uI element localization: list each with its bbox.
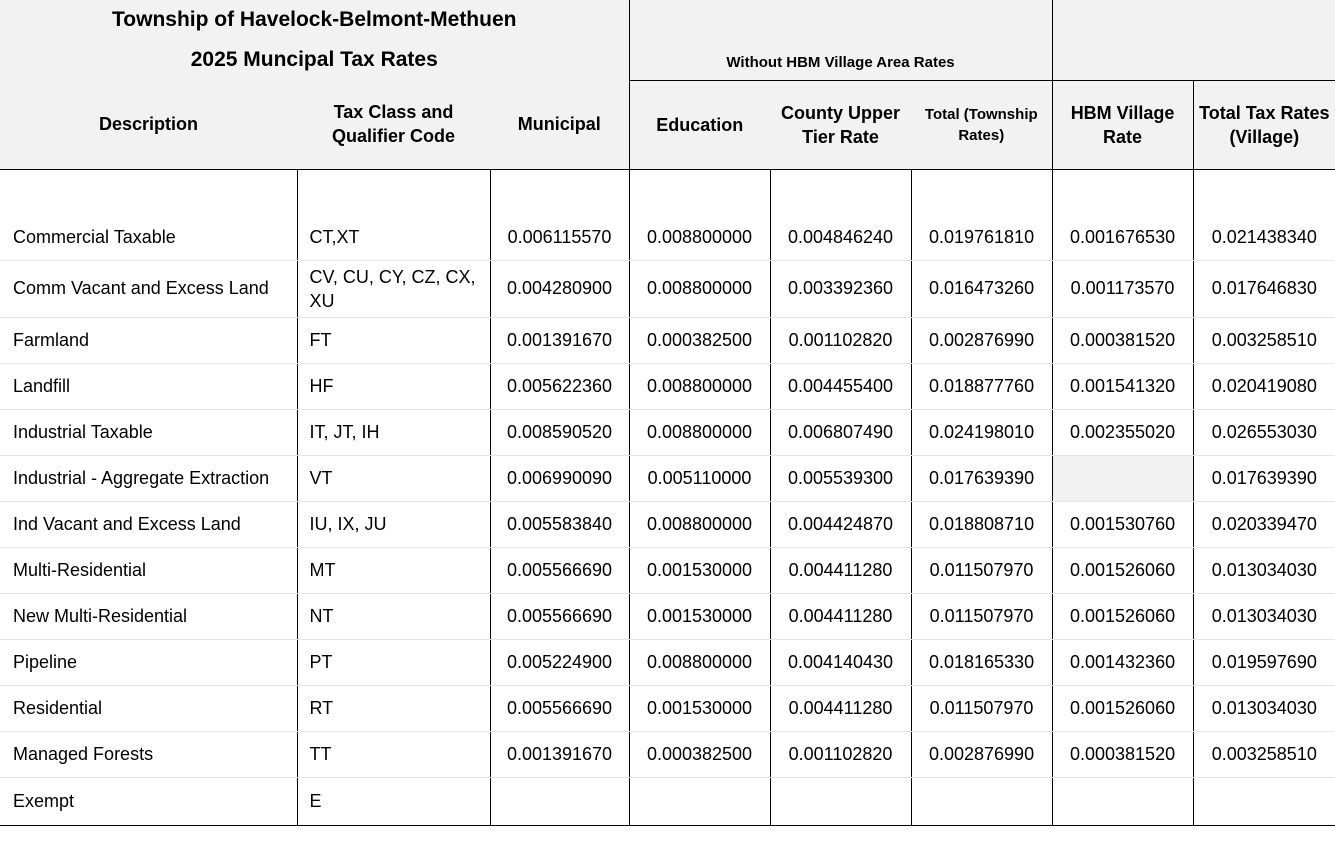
cell-total-township: 0.011507970 (911, 593, 1052, 639)
cell-education: 0.008800000 (629, 363, 770, 409)
col-header-description: Description (0, 80, 297, 169)
table-row (0, 363, 1335, 409)
cell-county: 0.004424870 (770, 501, 911, 547)
cell-hbm-village: 0.002355020 (1052, 409, 1193, 455)
cell-municipal (490, 777, 629, 825)
col-header-municipal: Municipal (490, 80, 629, 169)
cell-tax-class: CV, CU, CY, CZ, CX, XU (297, 260, 490, 317)
cell-hbm-village: 0.001173570 (1052, 260, 1193, 317)
cell-total-township: 0.018877760 (911, 363, 1052, 409)
cell-county: 0.006807490 (770, 409, 911, 455)
cell-total-village: 0.020339470 (1193, 501, 1335, 547)
table-title (0, 0, 629, 80)
cell-county: 0.004411280 (770, 593, 911, 639)
cell-total-village: 0.017639390 (1193, 455, 1335, 501)
cell-education: 0.008800000 (629, 409, 770, 455)
table-row (0, 260, 1335, 317)
cell-total-village: 0.019597690 (1193, 639, 1335, 685)
cell-total-township: 0.019761810 (911, 215, 1052, 261)
cell-education: 0.000382500 (629, 317, 770, 363)
cell-tax-class: IT, JT, IH (297, 409, 490, 455)
cell-total-village: 0.020419080 (1193, 363, 1335, 409)
cell-hbm-village (1052, 777, 1193, 825)
cell-description: Industrial Taxable (0, 409, 297, 455)
cell-total-township: 0.017639390 (911, 455, 1052, 501)
table-row (0, 215, 1335, 261)
cell-total-township: 0.018165330 (911, 639, 1052, 685)
cell-municipal: 0.006115570 (490, 215, 629, 261)
cell-description: Ind Vacant and Excess Land (0, 501, 297, 547)
cell-education: 0.008800000 (629, 501, 770, 547)
cell-description: Landfill (0, 363, 297, 409)
cell-total-village: 0.013034030 (1193, 685, 1335, 731)
cell-municipal: 0.005566690 (490, 593, 629, 639)
cell-tax-class: NT (297, 593, 490, 639)
cell-tax-class: MT (297, 547, 490, 593)
cell-total-village: 0.026553030 (1193, 409, 1335, 455)
cell-education (629, 777, 770, 825)
cell-tax-class: PT (297, 639, 490, 685)
cell-description: New Multi-Residential (0, 593, 297, 639)
table-row (0, 777, 1335, 825)
cell-county: 0.005539300 (770, 455, 911, 501)
table-row (0, 685, 1335, 731)
table-row (0, 731, 1335, 777)
cell-education: 0.005110000 (629, 455, 770, 501)
cell-county: 0.001102820 (770, 731, 911, 777)
cell-municipal: 0.005622360 (490, 363, 629, 409)
cell-hbm-village: 0.001432360 (1052, 639, 1193, 685)
cell-hbm-village: 0.000381520 (1052, 731, 1193, 777)
cell-municipal: 0.005583840 (490, 501, 629, 547)
cell-total-township: 0.011507970 (911, 547, 1052, 593)
cell-municipal: 0.008590520 (490, 409, 629, 455)
cell-total-village: 0.021438340 (1193, 215, 1335, 261)
cell-tax-class: CT,XT (297, 215, 490, 261)
cell-county: 0.004411280 (770, 685, 911, 731)
cell-municipal: 0.004280900 (490, 260, 629, 317)
cell-education: 0.008800000 (629, 260, 770, 317)
col-header-total-township: Total (Township Rates) (911, 80, 1052, 169)
col-header-tax-class: Tax Class and Qualifier Code (297, 80, 490, 169)
cell-total-township: 0.018808710 (911, 501, 1052, 547)
cell-description: Managed Forests (0, 731, 297, 777)
cell-tax-class: E (297, 777, 490, 825)
cell-education: 0.008800000 (629, 639, 770, 685)
col-header-hbm-village: HBM Village Rate (1052, 80, 1193, 169)
cell-education: 0.001530000 (629, 685, 770, 731)
group-header-empty (1052, 0, 1335, 80)
cell-education: 0.001530000 (629, 593, 770, 639)
cell-hbm-village: 0.000381520 (1052, 317, 1193, 363)
cell-total-village: 0.013034030 (1193, 547, 1335, 593)
cell-total-village: 0.013034030 (1193, 593, 1335, 639)
cell-municipal: 0.005224900 (490, 639, 629, 685)
cell-county: 0.003392360 (770, 260, 911, 317)
cell-county: 0.001102820 (770, 317, 911, 363)
cell-hbm-village: 0.001530760 (1052, 501, 1193, 547)
cell-total-township: 0.002876990 (911, 731, 1052, 777)
cell-tax-class: IU, IX, JU (297, 501, 490, 547)
table-row (0, 547, 1335, 593)
cell-description: Industrial - Aggregate Extraction (0, 455, 297, 501)
table-row (0, 455, 1335, 501)
table-row (0, 639, 1335, 685)
cell-total-village: 0.003258510 (1193, 317, 1335, 363)
cell-tax-class: FT (297, 317, 490, 363)
cell-total-township (911, 777, 1052, 825)
col-header-education: Education (629, 80, 770, 169)
cell-municipal: 0.005566690 (490, 685, 629, 731)
cell-municipal: 0.001391670 (490, 317, 629, 363)
cell-county: 0.004846240 (770, 215, 911, 261)
cell-total-township: 0.011507970 (911, 685, 1052, 731)
cell-education: 0.000382500 (629, 731, 770, 777)
cell-county: 0.004140430 (770, 639, 911, 685)
cell-total-township: 0.016473260 (911, 260, 1052, 317)
cell-municipal: 0.006990090 (490, 455, 629, 501)
cell-hbm-village: 0.001676530 (1052, 215, 1193, 261)
cell-municipal: 0.005566690 (490, 547, 629, 593)
title-line-1: Township of Havelock-Belmont-Methuen (112, 8, 517, 31)
col-header-county: County Upper Tier Rate (770, 80, 911, 169)
cell-county: 0.004411280 (770, 547, 911, 593)
col-header-total-village: Total Tax Rates (Village) (1193, 80, 1335, 169)
title-line-2: 2025 Muncipal Tax Rates (190, 48, 438, 71)
cell-hbm-village: 0.001526060 (1052, 593, 1193, 639)
cell-total-village: 0.003258510 (1193, 731, 1335, 777)
cell-county (770, 777, 911, 825)
cell-education: 0.008800000 (629, 215, 770, 261)
cell-total-village (1193, 777, 1335, 825)
cell-hbm-village: 0.001541320 (1052, 363, 1193, 409)
cell-total-township: 0.024198010 (911, 409, 1052, 455)
cell-description: Multi-Residential (0, 547, 297, 593)
cell-tax-class: TT (297, 731, 490, 777)
table-row (0, 409, 1335, 455)
cell-description: Exempt (0, 777, 297, 825)
cell-description: Residential (0, 685, 297, 731)
table-row (0, 317, 1335, 363)
cell-tax-class: VT (297, 455, 490, 501)
table-row (0, 501, 1335, 547)
cell-tax-class: HF (297, 363, 490, 409)
table-row (0, 593, 1335, 639)
cell-county: 0.004455400 (770, 363, 911, 409)
cell-description: Commercial Taxable (0, 215, 297, 261)
group-header-without-village: Without HBM Village Area Rates (629, 0, 1052, 80)
cell-hbm-village (1052, 455, 1193, 501)
cell-municipal: 0.001391670 (490, 731, 629, 777)
cell-total-township: 0.002876990 (911, 317, 1052, 363)
cell-description: Farmland (0, 317, 297, 363)
spacer-row (0, 169, 1335, 215)
cell-description: Pipeline (0, 639, 297, 685)
cell-hbm-village: 0.001526060 (1052, 685, 1193, 731)
cell-tax-class: RT (297, 685, 490, 731)
cell-education: 0.001530000 (629, 547, 770, 593)
cell-description: Comm Vacant and Excess Land (0, 260, 297, 317)
cell-hbm-village: 0.001526060 (1052, 547, 1193, 593)
cell-total-village: 0.017646830 (1193, 260, 1335, 317)
